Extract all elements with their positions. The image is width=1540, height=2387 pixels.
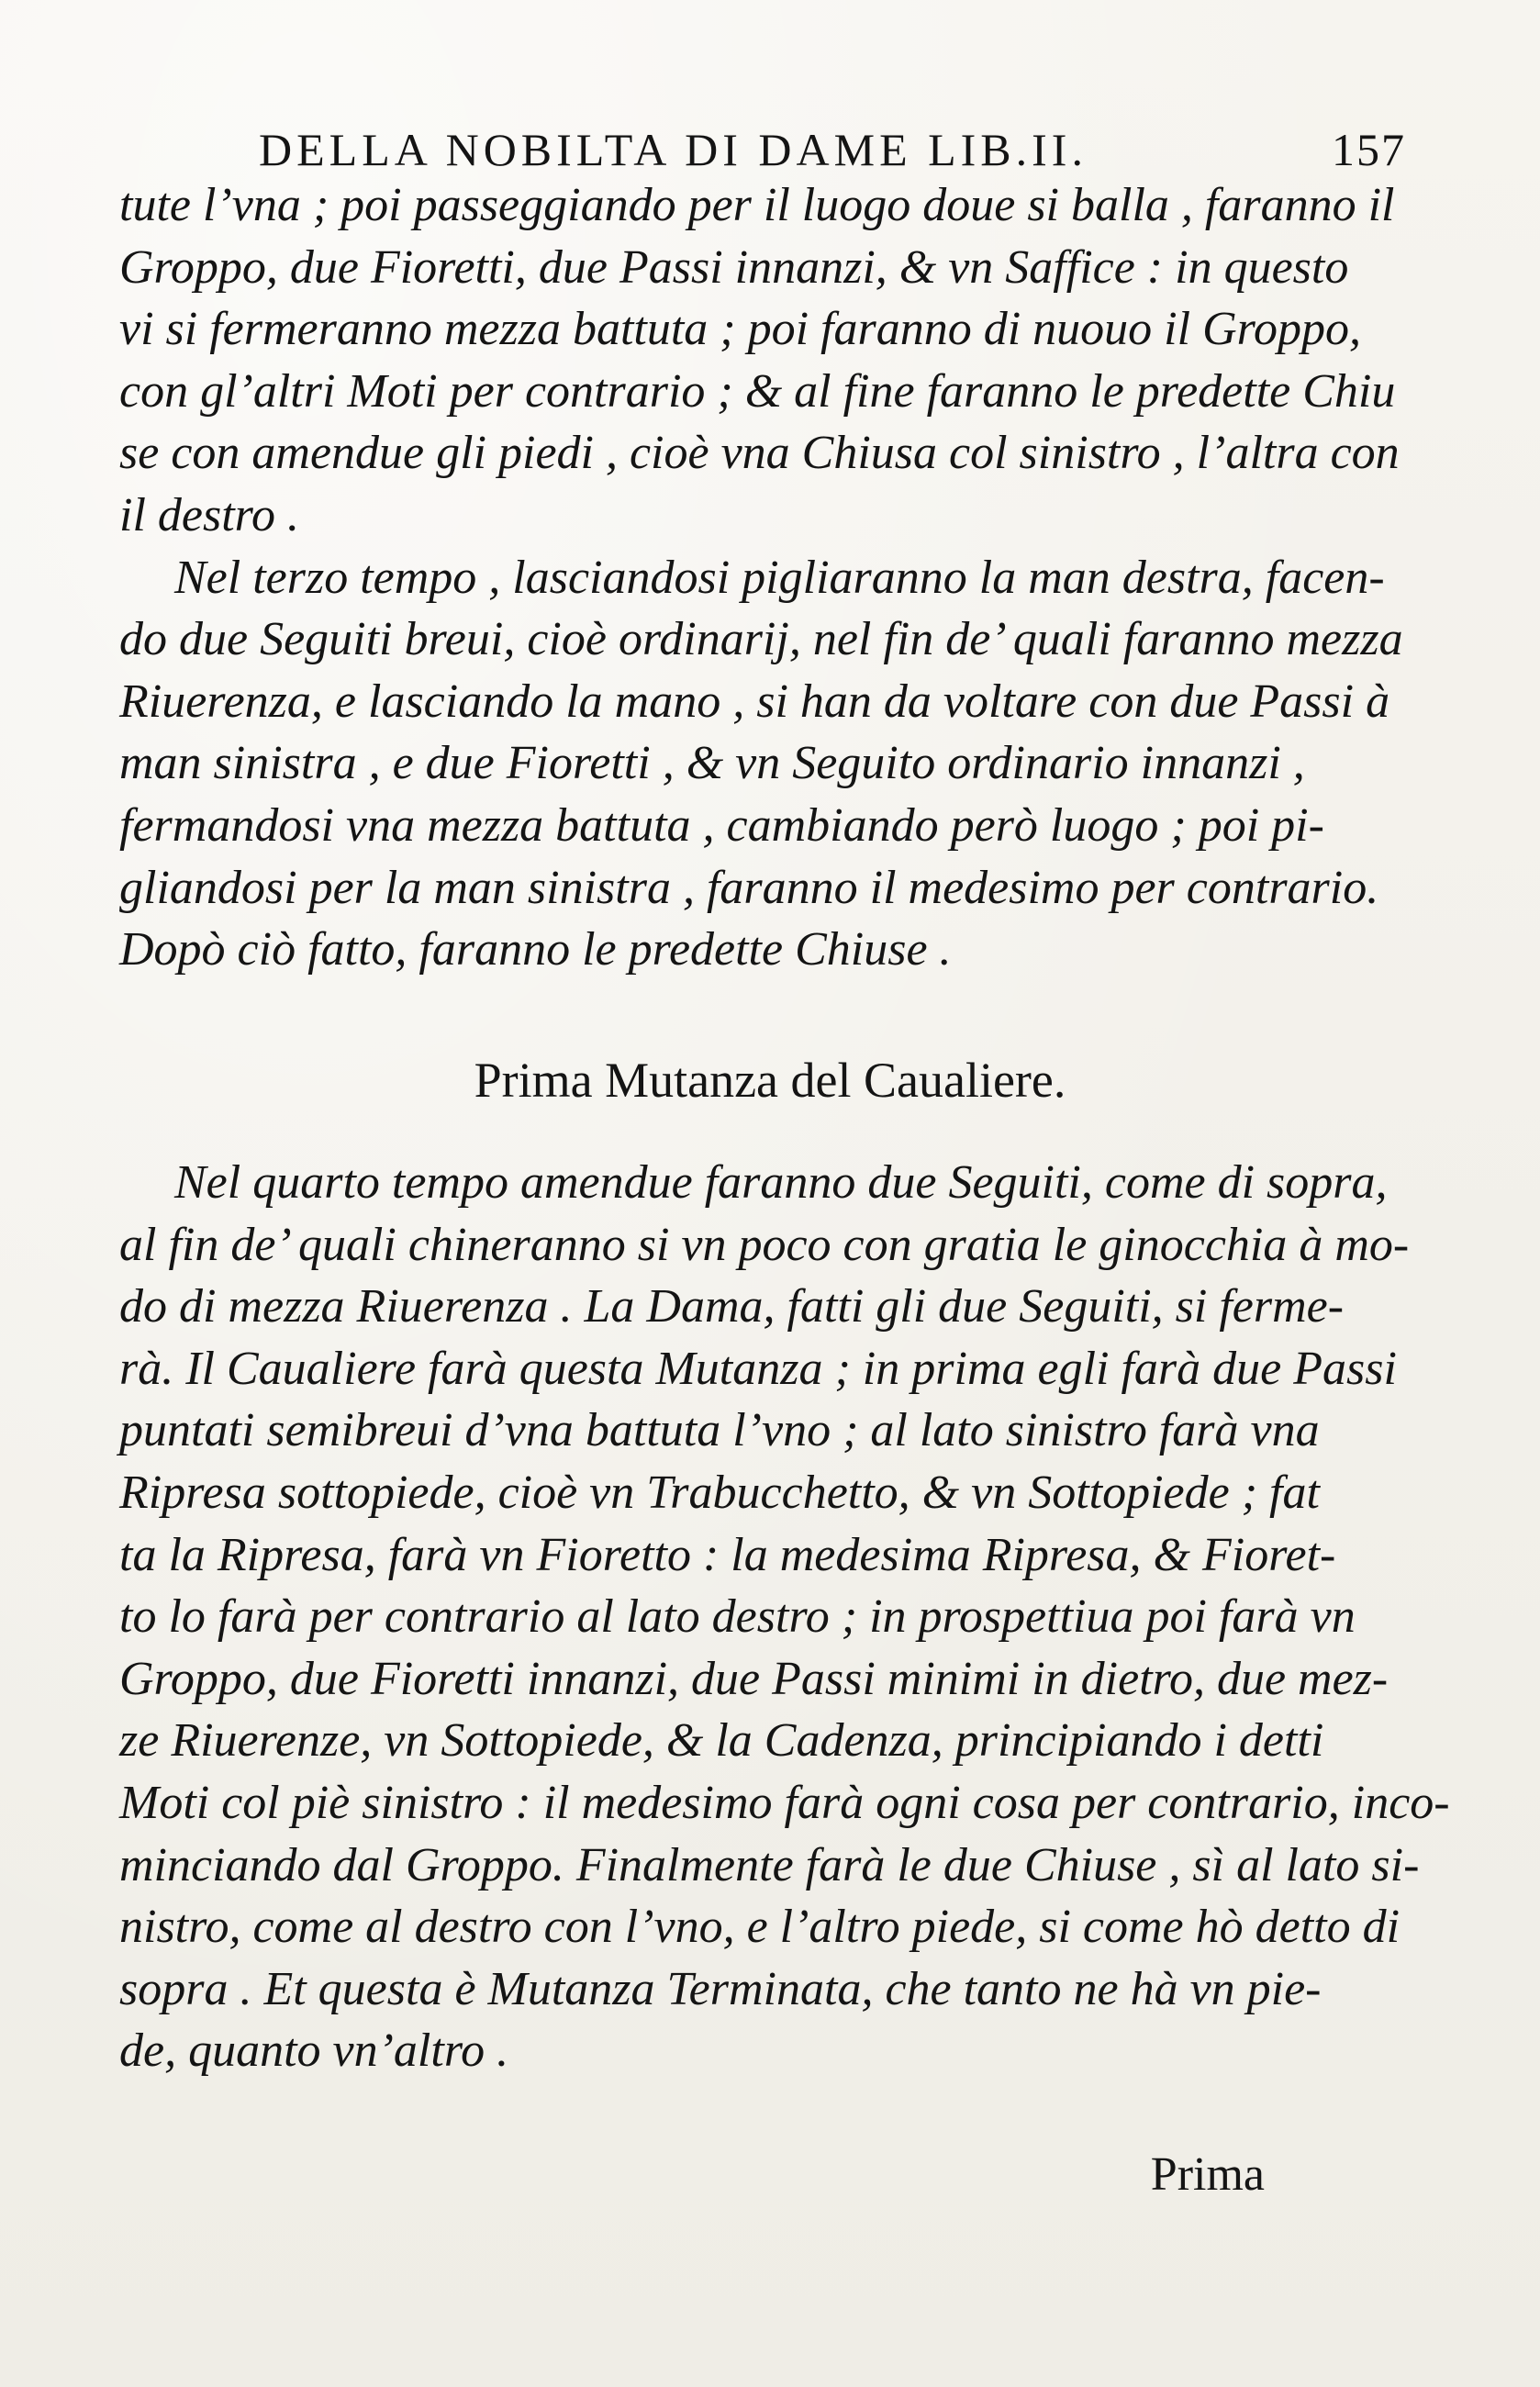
text-line: do due Seguiti breui, cioè ordinarij, nel fin de’ quali faranno mezza xyxy=(119,613,1403,666)
text-line: con gl’altri Moti per contrario ; & al fine faranno le predette Chiu xyxy=(119,364,1396,418)
text-line: Riuerenza, e lasciando la mano , si han da voltare con due Passi à xyxy=(119,675,1390,728)
paragraph-quarto-tempo xyxy=(119,1152,1450,2082)
text-line: to lo farà per contrario al lato destro ; in prospettiua poi farà vn xyxy=(119,1590,1356,1644)
text-line: rà. Il Caualiere farà questa Mutanza ; in prima egli farà due Passi xyxy=(119,1342,1397,1395)
body-text-top xyxy=(119,174,1403,981)
text-line: Groppo, due Fioretti innanzi, due Passi minimi in dietro, due mez- xyxy=(119,1652,1389,1705)
text-line: puntati semibreui d’vna battuta l’vno ; al lato sinistro farà vna xyxy=(119,1404,1320,1457)
text-line: minciando dal Groppo. Finalmente farà le due Chiuse , sì al lato si- xyxy=(119,1838,1420,1891)
text-line: ta la Ripresa, farà vn Fioretto : la medesima Ripresa, & Fioret- xyxy=(119,1528,1336,1581)
text-line: nistro, come al destro con l’vno, e l’altro piede, si come hò detto di xyxy=(119,1901,1401,1954)
text-line: de, quanto vn’altro . xyxy=(119,2024,509,2078)
text-line: vi si fermeranno mezza battuta ; poi faranno di nuouo il Groppo, xyxy=(119,303,1361,356)
page-number: 157 xyxy=(1332,124,1406,175)
text-line: ze Riuerenze, vn Sottopiede, & la Cadenza, principiando i detti xyxy=(119,1714,1324,1768)
running-title: DELLA NOBILTA DI DAME LIB.II. xyxy=(259,124,1088,175)
text-line: al fin de’ quali chineranno si vn poco con gratia le ginocchia à mo- xyxy=(119,1218,1410,1271)
section-heading: Prima Mutanza del Caualiere. xyxy=(474,1053,1066,1108)
text-line: Nel quarto tempo amendue faranno due Seguiti, come di sopra, xyxy=(174,1156,1388,1209)
text-line: sopra . Et questa è Mutanza Terminata, che tanto ne hà vn pie- xyxy=(119,1962,1322,2015)
text-line: Nel terzo tempo , lasciandosi pigliaranno la man destra, facen- xyxy=(174,551,1385,604)
text-line: man sinistra , e due Fioretti , & vn Seguito ordinario innanzi , xyxy=(119,737,1305,790)
text-line: do di mezza Riuerenza . La Dama, fatti gli due Seguiti, si ferme- xyxy=(119,1280,1345,1333)
text-line: fermandosi vna mezza battuta , cambiando però luogo ; poi pi- xyxy=(119,798,1324,852)
paragraph-terzo-tempo xyxy=(119,547,1403,981)
running-head xyxy=(259,117,1406,182)
text-line: gliandosi per la man sinistra , faranno il medesimo per contrario. xyxy=(119,861,1379,914)
body-text-bottom xyxy=(119,1152,1450,2082)
text-line: Groppo, due Fioretti, due Passi innanzi, & vn Saffice : in questo xyxy=(119,240,1349,294)
text-line: il destro . xyxy=(119,488,299,541)
text-line: Dopò ciò fatto, faranno le predette Chiuse . xyxy=(119,923,952,976)
text-line: se con amendue gli piedi , cioè vna Chiusa col sinistro , l’altra con xyxy=(119,427,1400,480)
text-line: Moti col piè sinistro : il medesimo farà ogni cosa per contrario, inco- xyxy=(119,1776,1450,1829)
paragraph-continued xyxy=(119,174,1400,547)
text-line: Ripresa sottopiede, cioè vn Trabucchetto, & vn Sottopiede ; fat xyxy=(119,1466,1320,1519)
text-line: tute l’vna ; poi passeggiando per il luogo doue si balla , faranno il xyxy=(119,179,1395,231)
catchword: Prima xyxy=(1150,2148,1265,2201)
